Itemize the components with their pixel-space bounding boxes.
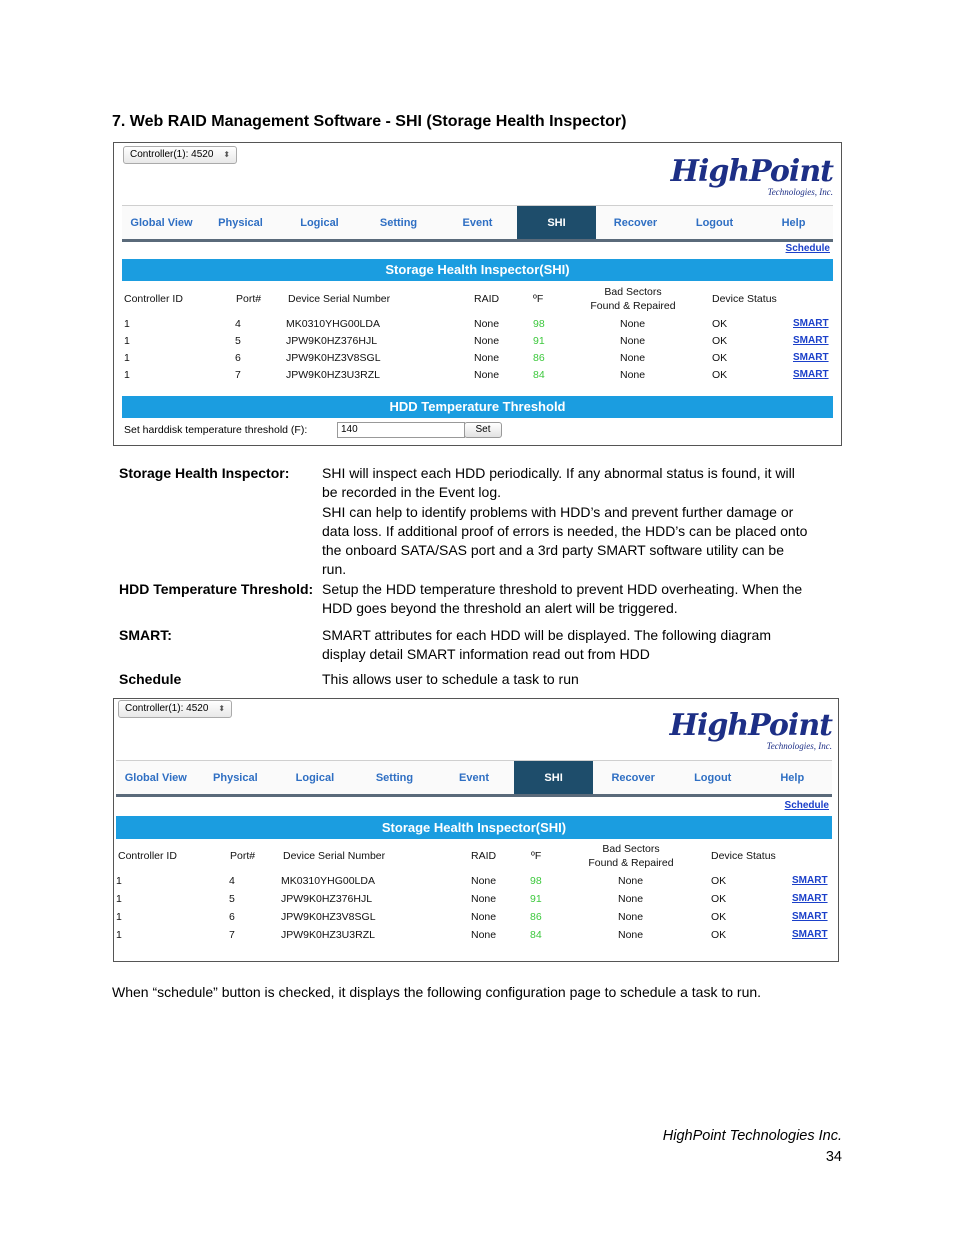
cell-status: OK <box>711 875 727 887</box>
smart-link[interactable]: SMART <box>792 911 828 922</box>
threshold-label: Set harddisk temperature threshold (F): <box>124 424 308 436</box>
cell-port: 4 <box>235 318 241 330</box>
threshold-input[interactable]: 140 <box>337 422 465 438</box>
tab-help[interactable]: Help <box>781 216 806 229</box>
tab-physical[interactable]: Physical <box>218 216 263 229</box>
smart-link[interactable]: SMART <box>792 893 828 904</box>
smart-link[interactable]: SMART <box>792 929 828 940</box>
header-raid: RAID <box>474 293 500 305</box>
cell-controller: 1 <box>116 893 122 905</box>
cell-status: OK <box>711 929 727 941</box>
logo-sub: Technologies, Inc. <box>767 187 833 197</box>
cell-status: OK <box>712 318 728 330</box>
logo-brand: HighPoint <box>669 708 832 743</box>
cell-raid: None <box>471 893 497 905</box>
cell-serial: MK0310YHG00LDA <box>281 875 375 887</box>
cell-controller: 1 <box>116 911 122 923</box>
set-button[interactable]: Set <box>464 422 502 438</box>
def-line: HDD goes beyond the threshold an alert will be triggered. <box>322 600 678 617</box>
page-number: 34 <box>825 1149 842 1165</box>
shi-screenshot-2 <box>113 698 839 962</box>
section-title: 7. Web RAID Management Software - SHI (Storage Health Inspector) <box>112 113 627 130</box>
header-status: Device Status <box>712 293 777 305</box>
nav-bar <box>116 760 832 797</box>
logo-sub: Technologies, Inc. <box>766 741 832 751</box>
def-line: data loss. If additional proof of errors is needed, the HDD’s can be placed onto <box>322 522 808 539</box>
cell-serial: JPW9K0HZ3U3RZL <box>286 369 380 381</box>
tab-logical[interactable]: Logical <box>295 771 335 784</box>
header-serial: Device Serial Number <box>288 293 391 305</box>
cell-status: OK <box>711 911 727 923</box>
header-bad-sectors-line2: Found & Repaired <box>590 300 676 312</box>
cell-controller: 1 <box>124 352 130 364</box>
def-line: SMART attributes for each HDD will be displayed. The following diagram <box>322 627 771 643</box>
header-port: Port# <box>230 850 256 862</box>
header-bad-sectors-line1: Bad Sectors <box>602 843 660 855</box>
schedule-link[interactable]: Schedule <box>784 800 829 811</box>
tab-shi[interactable]: SHI <box>514 761 594 794</box>
cell-temp: 98 <box>530 875 542 887</box>
cell-status: OK <box>712 335 728 347</box>
def-schedule <box>322 670 832 689</box>
def-line: run. <box>322 561 347 578</box>
smart-link[interactable]: SMART <box>793 352 829 363</box>
cell-status: OK <box>711 893 727 905</box>
header-port: Port# <box>236 293 262 305</box>
schedule-link[interactable]: Schedule <box>785 243 830 254</box>
cell-bad-sectors: None <box>620 318 646 330</box>
cell-raid: None <box>471 911 497 923</box>
cell-port: 7 <box>229 929 235 941</box>
def-smart <box>322 626 832 665</box>
cell-temp: 91 <box>530 893 542 905</box>
tab-recover[interactable]: Recover <box>611 771 655 784</box>
header-temp: ºF <box>531 850 542 862</box>
tab-recover[interactable]: Recover <box>613 216 658 229</box>
header-status: Device Status <box>711 850 776 862</box>
term-smart: SMART: <box>119 627 172 643</box>
cell-port: 5 <box>235 335 241 347</box>
cell-controller: 1 <box>116 929 122 941</box>
cell-serial: JPW9K0HZ3V8SGL <box>286 352 381 364</box>
cell-temp: 91 <box>533 335 545 347</box>
cell-serial: JPW9K0HZ3U3RZL <box>281 929 375 941</box>
tab-setting[interactable]: Setting <box>375 771 414 784</box>
updown-arrow-icon: ⬍ <box>223 150 231 159</box>
cell-bad-sectors: None <box>618 911 644 923</box>
cell-port: 6 <box>235 352 241 364</box>
tab-event[interactable]: Event <box>462 216 493 229</box>
cell-controller: 1 <box>124 335 130 347</box>
def-line: SHI can help to identify problems with HDD’s and prevent further damage or <box>322 503 794 520</box>
smart-link[interactable]: SMART <box>793 318 829 329</box>
smart-link[interactable]: SMART <box>792 875 828 886</box>
cell-temp: 98 <box>533 318 545 330</box>
cell-port: 7 <box>235 369 241 381</box>
tab-event[interactable]: Event <box>459 771 490 784</box>
header-raid: RAID <box>471 850 497 862</box>
cell-bad-sectors: None <box>618 875 644 887</box>
cell-serial: JPW9K0HZ376HJL <box>286 335 378 347</box>
cell-raid: None <box>474 335 500 347</box>
shi-title-bar: Storage Health Inspector(SHI) <box>116 816 832 839</box>
controller-select[interactable] <box>118 700 232 718</box>
controller-select-value: Controller(1): 4520 <box>125 703 209 714</box>
cell-bad-sectors: None <box>620 369 646 381</box>
smart-link[interactable]: SMART <box>793 335 829 346</box>
tab-setting[interactable]: Setting <box>379 216 418 229</box>
cell-temp: 86 <box>533 352 545 364</box>
smart-link[interactable]: SMART <box>793 369 829 380</box>
header-controller-id: Controller ID <box>118 850 177 862</box>
cell-controller: 1 <box>124 318 130 330</box>
tab-physical[interactable]: Physical <box>213 771 258 784</box>
cell-bad-sectors: None <box>620 352 646 364</box>
schedule-note: When “schedule” button is checked, it displays the following configuration page to schedule a task to run. <box>112 984 762 1000</box>
shi-title-bar: Storage Health Inspector(SHI) <box>122 259 833 281</box>
header-bad-sectors <box>575 842 687 870</box>
cell-raid: None <box>474 318 500 330</box>
cell-status: OK <box>712 369 728 381</box>
tab-global-view[interactable]: Global View <box>124 771 187 784</box>
hdd-threshold-title-bar: HDD Temperature Threshold <box>122 396 833 418</box>
cell-controller: 1 <box>124 369 130 381</box>
cell-bad-sectors: None <box>620 335 646 347</box>
def-line: the onboard SATA/SAS port and a 3rd party SMART software utility can be <box>322 542 784 559</box>
cell-serial: JPW9K0HZ376HJL <box>281 893 373 905</box>
term-hdd-threshold: HDD Temperature Threshold: <box>119 581 314 597</box>
term-shi: Storage Health Inspector: <box>119 465 290 481</box>
cell-temp: 86 <box>530 911 542 923</box>
tab-shi[interactable]: SHI <box>517 206 596 239</box>
cell-port: 4 <box>229 875 235 887</box>
def-line: display detail SMART information read out from HDD <box>322 646 650 663</box>
cell-raid: None <box>474 369 500 381</box>
updown-arrow-icon: ⬍ <box>218 704 226 713</box>
cell-temp: 84 <box>530 929 542 941</box>
def-hdd-threshold <box>322 580 832 619</box>
cell-raid: None <box>471 929 497 941</box>
header-serial: Device Serial Number <box>283 850 386 862</box>
highpoint-logo <box>669 708 832 751</box>
tab-logout[interactable]: Logout <box>694 771 732 784</box>
highpoint-logo <box>670 154 833 197</box>
header-bad-sectors <box>577 285 689 313</box>
nav-bar <box>122 205 833 242</box>
header-controller-id: Controller ID <box>124 293 183 305</box>
controller-select[interactable] <box>123 146 237 164</box>
controller-select-value: Controller(1): 4520 <box>130 149 214 160</box>
def-line: This allows user to schedule a task to run <box>322 671 579 687</box>
cell-raid: None <box>474 352 500 364</box>
logo-brand: HighPoint <box>670 154 833 189</box>
def-line: Setup the HDD temperature threshold to prevent HDD overheating. When the <box>322 581 803 597</box>
tab-help[interactable]: Help <box>780 771 805 784</box>
tab-logical[interactable]: Logical <box>300 216 339 229</box>
cell-temp: 84 <box>533 369 545 381</box>
cell-bad-sectors: None <box>618 893 644 905</box>
header-bad-sectors-line2: Found & Repaired <box>588 857 674 869</box>
header-temp: ºF <box>533 293 544 305</box>
term-schedule: Schedule <box>119 671 182 687</box>
cell-port: 5 <box>229 893 235 905</box>
cell-port: 6 <box>229 911 235 923</box>
cell-status: OK <box>712 352 728 364</box>
def-line: SHI will inspect each HDD periodically. If any abnormal status is found, it will <box>322 465 795 481</box>
cell-serial: JPW9K0HZ3V8SGL <box>281 911 376 923</box>
def-shi <box>322 464 832 580</box>
shi-screenshot-1 <box>113 142 842 446</box>
tab-logout[interactable]: Logout <box>695 216 734 229</box>
cell-controller: 1 <box>116 875 122 887</box>
cell-bad-sectors: None <box>618 929 644 941</box>
def-line: be recorded in the Event log. <box>322 484 502 501</box>
cell-serial: MK0310YHG00LDA <box>286 318 380 330</box>
cell-raid: None <box>471 875 497 887</box>
header-bad-sectors-line1: Bad Sectors <box>604 286 662 298</box>
footer-company: HighPoint Technologies Inc. <box>662 1128 842 1144</box>
tab-global-view[interactable]: Global View <box>130 216 193 229</box>
